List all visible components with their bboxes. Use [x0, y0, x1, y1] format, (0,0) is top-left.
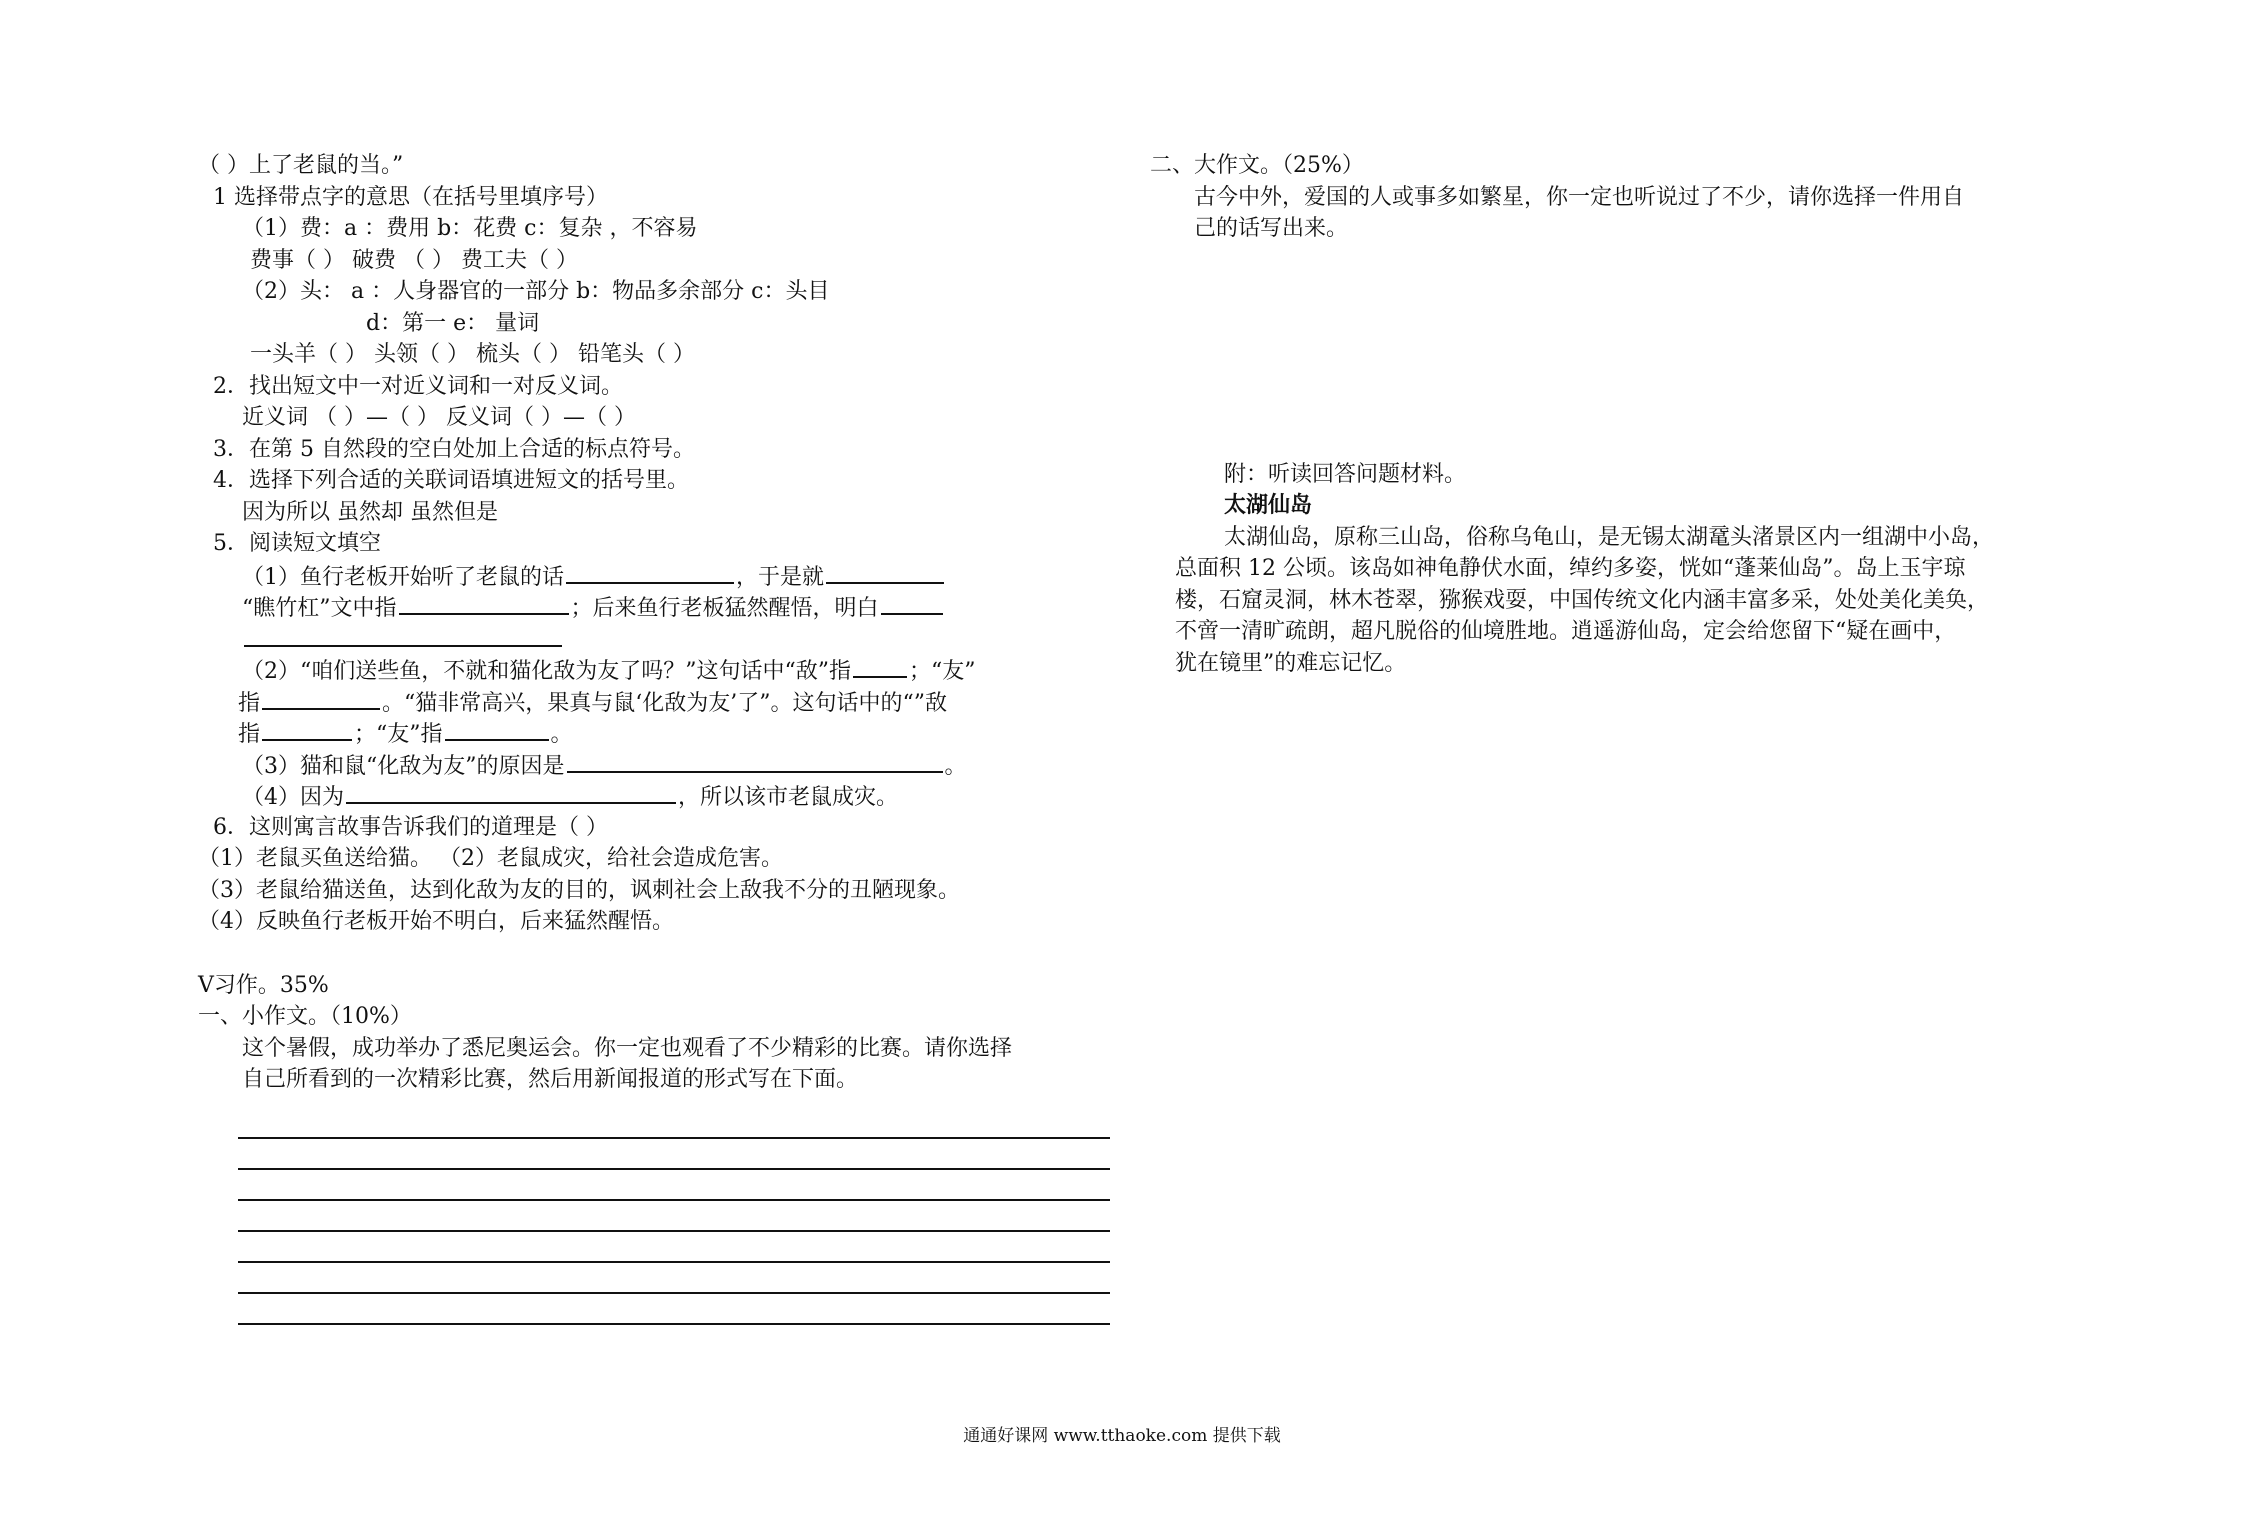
answer-blank[interactable]	[244, 623, 562, 647]
question-4: 4．选择下列合适的关联词语填进短文的括号里。	[213, 468, 689, 493]
question-5-3	[198, 749, 1118, 781]
question-5-2-text-f: ；“友”指	[354, 722, 443, 747]
answer-blank[interactable]	[262, 686, 380, 710]
question-5-2-text-e: 指	[238, 722, 261, 747]
question-5-1-text-c: “瞧竹杠”文中指	[242, 596, 397, 621]
attachment-label: 附：听读回答问题材料。	[1224, 461, 1467, 487]
answer-blank[interactable]	[399, 591, 569, 615]
writing-line[interactable]	[238, 1168, 1110, 1170]
left-column	[198, 150, 1118, 1096]
question-6: 6．这则寓言故事告诉我们的道理是（ ）	[213, 814, 608, 840]
question-5-1-cont	[198, 591, 1118, 623]
question-5-2-cont	[198, 686, 1118, 718]
question-5-1-text-d: ；后来鱼行老板猛然醒悟，明白	[570, 596, 879, 621]
question-5-3-text-a: （3）猫和鼠“化敌为友”的原因是	[242, 753, 565, 779]
big-composition-prompt-2: 己的话写出来。	[1194, 216, 1349, 241]
right-column	[1150, 150, 2080, 679]
answer-blank[interactable]	[826, 560, 944, 584]
question-5-2-text-d: 。“猫非常高兴，果真与鼠‘化敌为友’了”。这句话中的“”敌	[382, 690, 947, 716]
small-composition-prompt-2: 自己所看到的一次精彩比赛，然后用新闻报道的形式写在下面。	[242, 1067, 859, 1092]
question-5-4-text-b: ，所以该市老鼠成灾。	[678, 785, 899, 810]
section-5-heading: Ⅴ习作。35%	[198, 972, 329, 998]
writing-line[interactable]	[238, 1261, 1110, 1263]
question-5-4	[198, 780, 1118, 812]
question-5-1-blank-line	[198, 623, 1118, 655]
text-line: （ ）上了老鼠的当。”	[198, 153, 404, 178]
small-composition-heading: 一、小作文。（10%）	[198, 1004, 412, 1029]
answer-blank[interactable]	[445, 717, 549, 741]
writing-line[interactable]	[238, 1199, 1110, 1201]
writing-line[interactable]	[238, 1292, 1110, 1294]
question-6-option-3: （3）老鼠给猫送鱼，达到化敌为友的目的，讽刺社会上敌我不分的丑陋现象。	[198, 877, 960, 903]
reading-text-line: 犹在镜里”的难忘记忆。	[1175, 650, 1407, 676]
question-1-2: （2）头： a ：人身器官的一部分 b：物品多余部分 c：头目	[242, 279, 830, 304]
question-5-1	[198, 560, 1118, 592]
writing-line[interactable]	[238, 1230, 1110, 1232]
question-2-blanks: 近义词 （ ）—（ ） 反义词（ ）—（ ）	[242, 405, 636, 430]
answer-blank[interactable]	[881, 591, 943, 615]
question-2: 2．找出短文中一对近义词和一对反义词。	[213, 373, 623, 399]
question-5-2-text-b: ；“友”	[909, 659, 976, 684]
question-1-2-options: d：第一 e： 量词	[366, 310, 540, 336]
question-1-1: （1）费：a ：费用 b：花费 c：复杂 ，不容易	[242, 216, 698, 241]
question-5-2-text-c: 指	[238, 690, 261, 716]
question-6-option-1-2: （1）老鼠买鱼送给猫。 （2）老鼠成灾，给社会造成危害。	[198, 846, 783, 871]
page-footer: 通通好课网 www.tthaoke.com 提供下载	[963, 1426, 1281, 1446]
question-5-2	[198, 654, 1118, 686]
answer-blank[interactable]	[853, 654, 907, 678]
question-4-options: 因为所以 虽然却 虽然但是	[242, 499, 498, 525]
question-1-2-items: 一头羊（ ） 头领（ ） 梳头（ ） 铅笔头（ ）	[250, 342, 695, 367]
question-6-option-4: （4）反映鱼行老板开始不明白，后来猛然醒悟。	[198, 909, 674, 934]
answer-blank[interactable]	[262, 717, 352, 741]
spacer	[1150, 245, 2080, 459]
answer-blank[interactable]	[346, 780, 676, 804]
spacer	[198, 938, 1118, 970]
question-5: 5．阅读短文填空	[213, 531, 381, 556]
answer-blank[interactable]	[566, 560, 734, 584]
question-1: 1 选择带点字的意思（在括号里填序号）	[213, 184, 608, 210]
question-5-1-text-b: ，于是就	[736, 564, 825, 590]
question-5-1-text-a: （1）鱼行老板开始听了老鼠的话	[242, 564, 564, 590]
small-composition-prompt-1: 这个暑假，成功举办了悉尼奥运会。你一定也观看了不少精彩的比赛。请你选择	[242, 1035, 1013, 1061]
question-5-2-text-g: 。	[550, 722, 573, 747]
question-1-1-items: 费事（ ） 破费 （ ） 费工夫（ ）	[250, 247, 578, 273]
writing-line[interactable]	[238, 1137, 1110, 1139]
question-5-2-text-a: （2）“咱们送些鱼，不就和猫化敌为友了吗？”这句话中“敌”指	[242, 659, 851, 684]
answer-blank[interactable]	[567, 749, 943, 773]
question-5-3-text-b: 。	[944, 753, 967, 779]
writing-line[interactable]	[238, 1323, 1110, 1325]
question-5-4-text-a: （4）因为	[242, 785, 344, 810]
reading-title: 太湖仙岛	[1224, 492, 1313, 518]
reading-text-line: 不啻一清旷疏朗，超凡脱俗的仙境胜地。逍遥游仙岛，定会给您留下“疑在画中，	[1175, 619, 1957, 644]
reading-text-line: 总面积 12 公顷。该岛如神龟静伏水面，绰约多姿，恍如“蓬莱仙岛”。岛上玉宇琼	[1175, 556, 1966, 581]
question-3: 3．在第 5 自然段的空白处加上合适的标点符号。	[213, 436, 695, 462]
question-5-2-cont2	[198, 717, 1118, 749]
big-composition-heading: 二、大作文。（25%）	[1150, 153, 1364, 178]
reading-text-line: 楼，石窟灵洞，林木苍翠，猕猴戏耍，中国传统文化内涵丰富多采，处处美化美奂，	[1175, 587, 1990, 613]
big-composition-prompt-1: 古今中外，爱国的人或事多如繁星，你一定也听说过了不少，请你选择一件用自	[1194, 184, 1965, 210]
reading-text-line: 太湖仙岛，原称三山岛，俗称乌龟山，是无锡太湖鼋头渚景区内一组湖中小岛，	[1224, 524, 1995, 550]
